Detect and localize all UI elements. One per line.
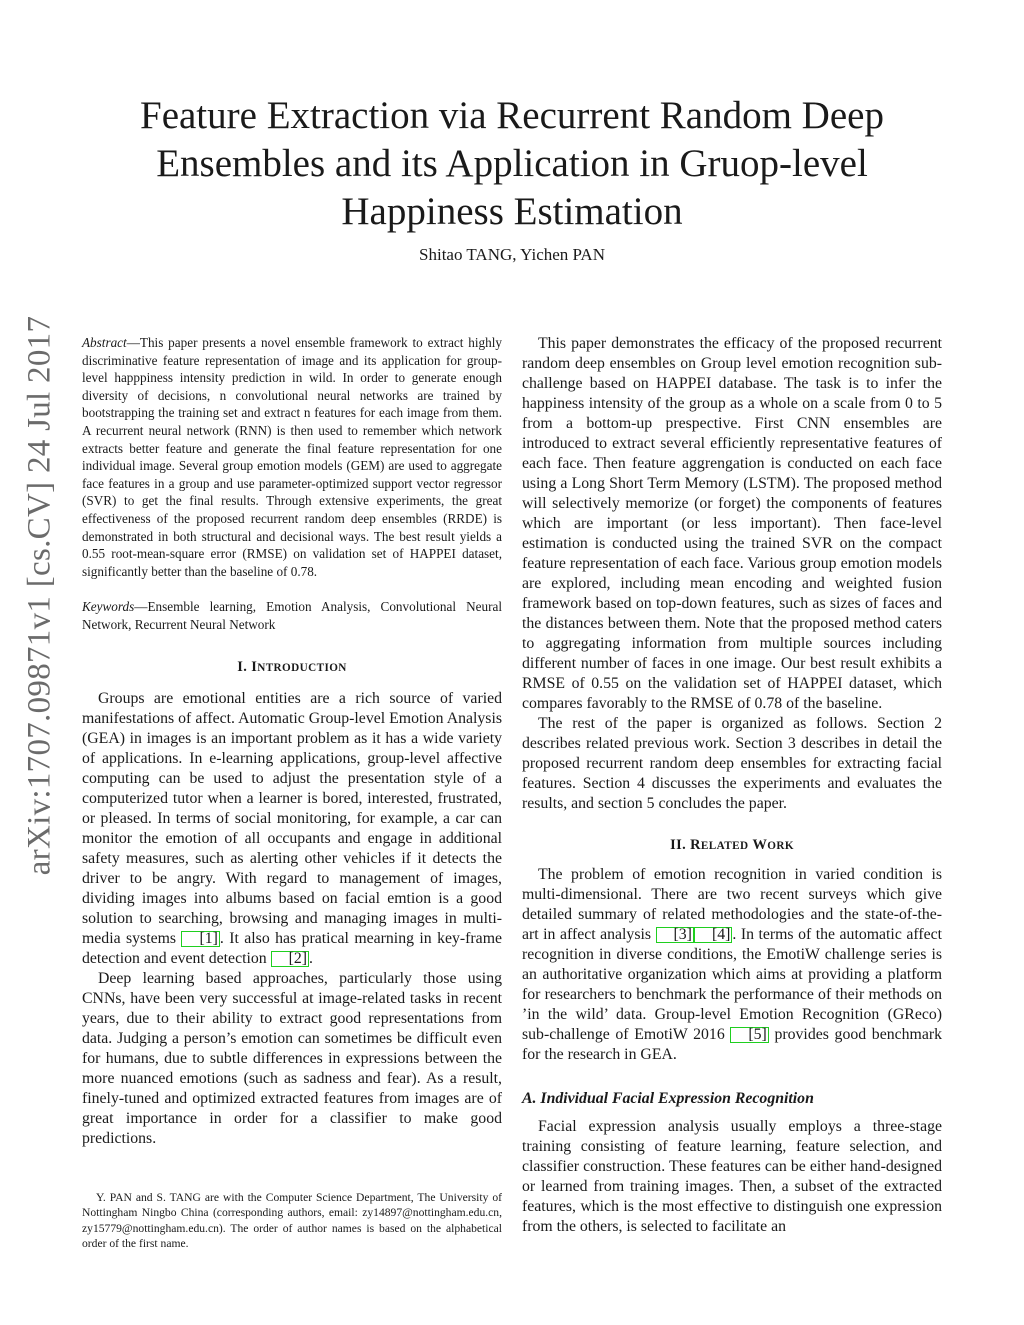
citation-link-3[interactable]: [3] [656,927,694,943]
section-heading-related-work [522,836,942,855]
section-number: I. [237,658,248,675]
heading-smallcaps: NTRODUCTION [257,661,347,674]
citation-link-5[interactable]: [5] [730,1027,768,1043]
citation-link-1[interactable]: [1] [181,931,219,947]
paper-title: Feature Extraction via Recurrent Random Deep Ensembles and its Application in Gruop-level Happiness Estimation [140,94,884,233]
subsection-paragraph-1: Facial expression analysis usually employs a three-stage training consisting of feature learning, feature selection, and classifier construction. These features can be either hand-designed or learned from training images. Then, a subset of the extracted features, which is the most effective to distinguish one expression from the others, is selected to facilitate an [522,1118,942,1235]
heading-initial: I [251,658,258,675]
subsection-heading: A. Individual Facial Expression Recognition [522,1090,814,1107]
author-footnote: Y. PAN and S. TANG are with the Computer Science Department, The University of Nottingham Ningbo China (corresponding authors, email: zy14897@nottingham.edu.cn, zy15779@nottingham.edu.cn). The order of author names is based on the alphabetical order of the first name. [82,1191,502,1250]
section-heading-introduction [82,658,502,677]
keywords [82,598,502,633]
paper-authors: Shitao TANG, Yichen PAN [419,245,605,264]
related-p1-text-c: provides good benchmark for the research in GEA. [522,1026,942,1063]
arxiv-stamp-text: arXiv:1707.09871v1 [cs.CV] 24 Jul 2017 [21,315,58,875]
keywords-label: Keywords [82,599,135,615]
abstract-label: Abstract [82,335,127,350]
heading-initial: R [690,837,701,853]
right-paragraph-1: This paper demonstrates the efficacy of the proposed recurrent random deep ensembles on Group level emotion recognition sub-challenge based on HAPPEI database. The task is to infer the happiness intensity of the group as a whole on a scale from 0 to 5 from a bottom-up prespective. First CNN ensembles are introduced to extract several efficiently representative features of each face. Then feature aggrengation is conducted on each face using a Long Short Term Memory (LSTM). The proposed method will selectively memorize (or forget) the components of features which are important (or less important). Then face-level estimation is conducted using the trained SVR on the compact feature representation of each face. Various group emotion models are explored, including mean encoding and weighted fusion framework based on top-down features, such as sizes of faces and the distances between them. Note that the proposed method caters to aggregating information from multiple sources including different number of faces in one image. Our best result exhibits a RMSE of 0.55 on the validation set of HAPPEI dataset, which compares favorably to the RMSE of 0.78 of the baseline. [522,335,942,712]
keywords-text: —Ensemble learning, Emotion Analysis, Convolutional Neural Network, Recurrent Neural Network [82,599,502,632]
intro-p1-text-b: . It also has pratical mearning in key-frame detection and event detection [82,929,502,967]
related-p1-text-b: . In terms of the automatic affect recognition in diverse conditions, the EmotiW challenge series is an authoritative organization which aims at providing a platform for researchers to benchmark the performance of their methods on ’in the wild’ data. Group-level Emotion Recognition (GReco) sub-challenge of EmotiW 2016 [522,926,942,1043]
citation-link-2[interactable]: [2] [271,951,309,967]
related-paragraph-1 [522,865,942,1065]
abstract-text: —This paper presents a novel ensemble framework to extract highly discriminative feature representation of image and its application for group-level happpiness intensity prediction in wild. In order to generate enough diversity of decisions, n convolutional neural networks are trained by bootstrapping the training set and extract n features for each image from them. A recurrent neural network (RNN) is then used to remember which network extracts better feature and generate the final feature representation for one individual image. Several group emotion models (GEM) are used to aggregate face features in a group and use parameter-optimized support vector regressor (SVR) to get the final results. Through extensive experiments, the great effectiveness of the proposed recurrent random deep ensembles (RRDE) is demonstrated in both structural and decisional ways. The best result yields a 0.55 root-mean-square error (RMSE) on validation set of HAPPEI dataset, significantly better than the baseline of 0.78. [82,335,502,579]
heading-smallcaps: ORK [767,840,794,852]
related-p1-text-a: The problem of emotion recognition in varied condition is multi-dimensional. There are two recent surveys which give detailed summary of related methodologies and the state-of-the-art in affect analysis [522,866,942,943]
intro-paragraph-2: Deep learning based approaches, particularly those using CNNs, have been very successful at image-related tasks in recent years, due to their ability to extract good representations from data. Judging a person’s emotion can sometimes be difficult even for humans, due to subtle differences in expressions between the more nuanced emotions (such as sadness and fear). As a result, finely-tuned and optimized extracted features from images are of great importance in order for a classifier to make good predictions. [82,969,502,1147]
left-column [82,334,502,1149]
right-paragraph-2: The rest of the paper is organized as follows. Section 2 describes related previous work. Section 3 describes in detail the proposed recurrent random deep ensembles for extracting facial features. Section 4 discusses the experiments and evaluates the results, and section 5 concludes the paper. [522,715,942,812]
arxiv-side-stamp [10,230,70,960]
citation-link-4[interactable]: [4] [694,927,732,943]
section-number: II. [670,837,687,853]
abstract [82,334,502,580]
heading-smallcaps: ELATED [700,840,749,852]
intro-p1-text-a: Groups are emotional entities are a rich source of varied manifestations of affect. Automatic Group-level Emotion Analysis (GEA) in images is an important problem as it has a wide variety of applications. In e-learning applications, group-level affective computing can be used to adjust the presentation style of a computerized tutor when a learner is bored, interested, frustrated, or pleased. In terms of social monitoring, for example, a car can monitor the emotion of all occupants and engage in additional safety measures, such as alerting other vehicles if it detects the driver to be angry. With regard to management of images, dividing images into albums based on facial emtion is a good solution to searching, browsing and managing images in multi-media systems [82,689,502,947]
intro-p1-text-c: . [309,949,313,967]
intro-paragraph-1 [82,689,502,969]
heading-initial: W [752,837,768,853]
right-column [522,334,942,1237]
